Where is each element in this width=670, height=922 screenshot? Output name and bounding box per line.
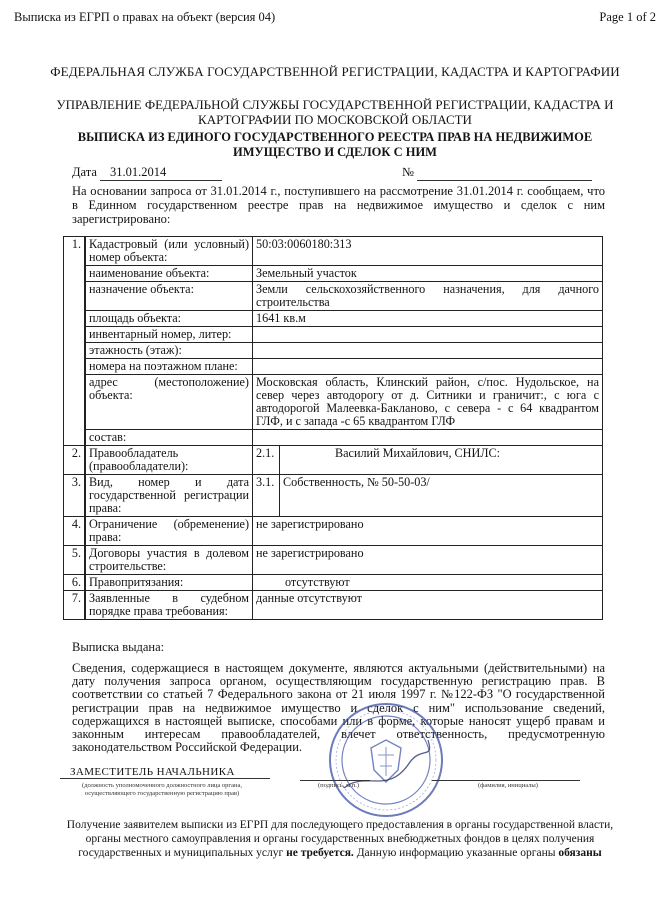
intro-text: На основании запроса от 31.01.2014 г., поступившего на рассмотрение 31.01.2014 г. сообщаем, что в Единном государственном реестре прав на недвижимое имущество и сделок с ним зарегистрировано: bbox=[72, 184, 605, 226]
address-label: адрес (местоположение) объекта: bbox=[85, 375, 253, 430]
floor-plan-label: номера на поэтажном плане: bbox=[85, 359, 253, 375]
table-row bbox=[64, 591, 603, 620]
table-row bbox=[64, 343, 603, 359]
footer-text: Получение заявителем выписки из ЕГРП для последующего предоставления в органы государственной власти, органы местного самоуправления и органы государственных внебюджетных фондов в целях получения государственных и муниципальных услуг bbox=[66, 819, 614, 859]
registry-table bbox=[63, 236, 603, 620]
issued-label: Выписка выдана: bbox=[72, 640, 165, 654]
row-number: 7. bbox=[64, 591, 86, 620]
table-row bbox=[64, 327, 603, 343]
table-row bbox=[64, 282, 603, 311]
object-name-label: наименование объекта: bbox=[85, 266, 253, 282]
object-name-value: Земельный участок bbox=[253, 266, 603, 282]
table-row bbox=[64, 375, 603, 430]
floor-plan-value bbox=[253, 359, 603, 375]
signatory-title: ЗАМЕСТИТЕЛЬ НАЧАЛЬНИКА bbox=[60, 766, 270, 779]
table-row bbox=[64, 475, 603, 517]
area-value: 1641 кв.м bbox=[253, 311, 603, 327]
table-row bbox=[64, 430, 603, 446]
row-number: 6. bbox=[64, 575, 86, 591]
name-note: (фамилия, инициалы) bbox=[478, 782, 538, 789]
name-line bbox=[432, 780, 580, 781]
row-number: 2. bbox=[64, 446, 86, 475]
department-name: УПРАВЛЕНИЕ ФЕДЕРАЛЬНОЙ СЛУЖБЫ ГОСУДАРСТВЕННОЙ РЕГИСТРАЦИИ, КАДАСТРА И КАРТОГРАФИИ ПО МОСКОВСКОЙ ОБЛАСТИ bbox=[56, 97, 614, 127]
inventory-value bbox=[253, 327, 603, 343]
encumbrance-value: не зарегистрировано bbox=[253, 517, 603, 546]
address-value: Московская область, Клинский район, с/пос. Нудольское, на север через автодорогу от д. Ситники и граничит:, с юга с автодорогой Малеевка-Бакланово, с севера - с 64 квадрантом ГЛФ, и с запада -с 65 квадрантом ГЛФ bbox=[253, 375, 603, 430]
agency-name: ФЕДЕРАЛЬНАЯ СЛУЖБА ГОСУДАРСТВЕННОЙ РЕГИСТРАЦИИ, КАДАСТРА И КАРТОГРАФИИ bbox=[50, 64, 620, 79]
date-line bbox=[72, 165, 222, 181]
table-row bbox=[64, 266, 603, 282]
footer-notice bbox=[60, 818, 620, 860]
table-row bbox=[64, 546, 603, 575]
row-number: 4. bbox=[64, 517, 86, 546]
footer-text-2: Данную информацию указанные органы bbox=[356, 847, 556, 859]
holder-value: Василий Михайлович, СНИЛС: bbox=[280, 446, 603, 475]
purpose-value: Земли сельскохозяйственного назначения, для дачного строительства bbox=[253, 282, 603, 311]
cadastral-label: Кадастровый (или условный) номер объекта: bbox=[85, 237, 253, 266]
header-doc-title: Выписка из ЕГРП о правах на объект (версия 04) bbox=[14, 10, 276, 24]
floors-value bbox=[253, 343, 603, 359]
right-value: Собственность, № 50-50-03/ bbox=[280, 475, 603, 517]
holder-index: 2.1. bbox=[253, 446, 280, 475]
table-row bbox=[64, 359, 603, 375]
table-row bbox=[64, 446, 603, 475]
encumbrance-label: Ограничение (обременение) права: bbox=[85, 517, 253, 546]
document-title: ВЫПИСКА ИЗ ЕДИНОГО ГОСУДАРСТВЕННОГО РЕЕСТРА ПРАВ НА НЕДВИЖИМОЕ ИМУЩЕСТВО И СДЕЛОК С НИМ bbox=[77, 130, 593, 159]
court-claims-value: данные отсутствуют bbox=[253, 591, 603, 620]
shared-construction-label: Договоры участия в долевом строительстве: bbox=[85, 546, 253, 575]
floors-label: этажность (этаж): bbox=[85, 343, 253, 359]
inventory-label: инвентарный номер, литер: bbox=[85, 327, 253, 343]
table-row bbox=[64, 517, 603, 546]
table-row bbox=[64, 575, 603, 591]
signatory-title-note: (должность уполномоченного должностного лица органа, осуществляющего государственную регистрацию прав) bbox=[82, 782, 242, 797]
date-label: Дата bbox=[72, 165, 97, 179]
table-row bbox=[64, 237, 603, 266]
area-label: площадь объекта: bbox=[85, 311, 253, 327]
shared-construction-value: не зарегистрировано bbox=[253, 546, 603, 575]
court-claims-label: Заявленные в судебном порядке права требования: bbox=[85, 591, 253, 620]
info-paragraph: Сведения, содержащиеся в настоящем документе, являются актуальными (действительными) на дату получения запроса органом, осуществляющим государственную регистрацию прав. В соответствии со статьей 7 Федерального закона от 21 июля 1997 г. №122-ФЗ "О государственной регистрации прав на недвижимое имущество и сделок с ним" использование сведений, содержащихся в настоящей выписке, способами или в форме, которые наносят ущерб правам и законным интересам правообладателей, влечет ответственность, предусмотренную законодательством Российской Федерации. bbox=[72, 661, 605, 755]
number-value bbox=[417, 165, 592, 181]
number-line bbox=[402, 165, 592, 181]
right-index: 3.1. bbox=[253, 475, 280, 517]
signature-note: (подпись, м.п.) bbox=[318, 782, 360, 789]
cadastral-value: 50:03:0060180:313 bbox=[253, 237, 603, 266]
page-indicator: Page 1 of 2 bbox=[599, 10, 656, 24]
date-value: 31.01.2014 bbox=[100, 165, 222, 181]
claims-label: Правопритязания: bbox=[85, 575, 253, 591]
row-number: 1. bbox=[64, 237, 86, 446]
footer-emphasis-2: обязаны bbox=[558, 847, 602, 859]
claims-value: отсутствуют bbox=[253, 575, 603, 591]
holder-label: Правообладатель (правообладатели): bbox=[85, 446, 253, 475]
row-number: 5. bbox=[64, 546, 86, 575]
table-row bbox=[64, 311, 603, 327]
footer-emphasis: не требуется. bbox=[286, 847, 354, 859]
signature-line bbox=[300, 780, 370, 781]
composition-label: состав: bbox=[85, 430, 253, 446]
composition-value bbox=[253, 430, 603, 446]
right-label: Вид, номер и дата государственной регистрации права: bbox=[85, 475, 253, 517]
number-label: № bbox=[402, 165, 414, 179]
purpose-label: назначение объекта: bbox=[85, 282, 253, 311]
official-seal-stamp bbox=[326, 700, 446, 820]
row-number: 3. bbox=[64, 475, 86, 517]
